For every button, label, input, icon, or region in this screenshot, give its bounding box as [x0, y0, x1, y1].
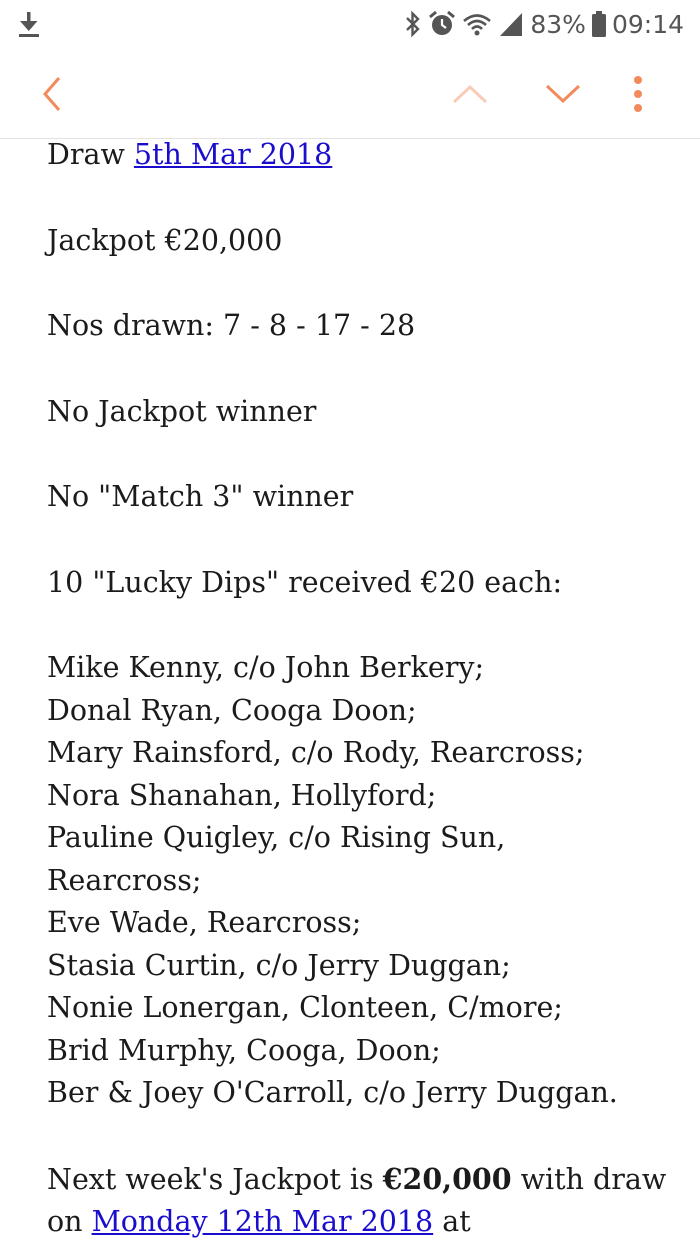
winner-line: Nonie Lonergan, Clonteen, C/more; — [47, 991, 563, 1024]
jackpot-line: Jackpot €20,000 — [47, 223, 283, 257]
winner-line: Eve Wade, Rearcross; — [47, 906, 362, 939]
next-match-button[interactable] — [537, 68, 589, 120]
status-bar — [0, 0, 700, 48]
next-week-amount: €20,000 — [382, 1161, 512, 1196]
no-match3-line: No "Match 3" winner — [47, 480, 354, 513]
winners-list — [47, 647, 667, 1115]
chevron-down-icon — [543, 82, 583, 106]
status-indicators — [404, 6, 684, 42]
download-icon — [16, 10, 42, 38]
no-jackpot-line: No Jackpot winner — [47, 394, 317, 428]
battery-percent: 83% — [530, 9, 586, 39]
signal-icon — [498, 10, 524, 38]
next-draw-date-link[interactable]: Monday 12th Mar 2018 — [91, 1205, 434, 1238]
winner-line: Pauline Quigley, c/o Rising Sun, — [47, 821, 506, 854]
numbers-drawn-line: Nos drawn: 7 - 8 - 17 - 28 — [47, 309, 416, 342]
draw-label: Draw — [47, 138, 134, 171]
toolbar — [0, 48, 700, 139]
winner-line: Ber & Joey O'Carroll, c/o Jerry Duggan. — [47, 1076, 618, 1109]
winner-line: Stasia Curtin, c/o Jerry Duggan; — [47, 948, 511, 982]
next-week-prefix: Next week's Jackpot is — [47, 1162, 383, 1196]
next-week-line — [47, 1158, 667, 1244]
chevron-up-icon — [450, 82, 490, 106]
winner-line: Nora Shanahan, Hollyford; — [47, 778, 437, 812]
next-week-suffix: at — [433, 1205, 471, 1238]
bluetooth-icon — [404, 10, 422, 38]
winner-line: Rearcross; — [47, 863, 202, 897]
winner-line: Mary Rainsford, c/o Rody, Rearcross; — [47, 736, 585, 769]
wifi-icon — [462, 10, 492, 38]
clock: 09:14 — [611, 9, 684, 39]
winner-line: Brid Murphy, Cooga, Doon; — [47, 1033, 441, 1067]
article-body — [47, 134, 667, 1244]
more-options-button[interactable] — [612, 68, 664, 120]
draw-line — [47, 134, 667, 177]
lucky-dips-intro: 10 "Lucky Dips" received €20 each: — [47, 565, 563, 599]
winner-line: Donal Ryan, Cooga Doon; — [47, 693, 417, 727]
battery-icon — [592, 11, 606, 37]
chevron-left-icon — [37, 74, 67, 114]
draw-date-link[interactable]: 5th Mar 2018 — [133, 138, 333, 171]
previous-match-button[interactable] — [444, 68, 496, 120]
winner-line: Mike Kenny, c/o John Berkery; — [47, 651, 485, 684]
next-week-middle: with draw on — [47, 1162, 667, 1238]
more-vertical-icon — [632, 74, 644, 114]
alarm-icon — [428, 10, 456, 38]
back-button[interactable] — [26, 68, 78, 120]
